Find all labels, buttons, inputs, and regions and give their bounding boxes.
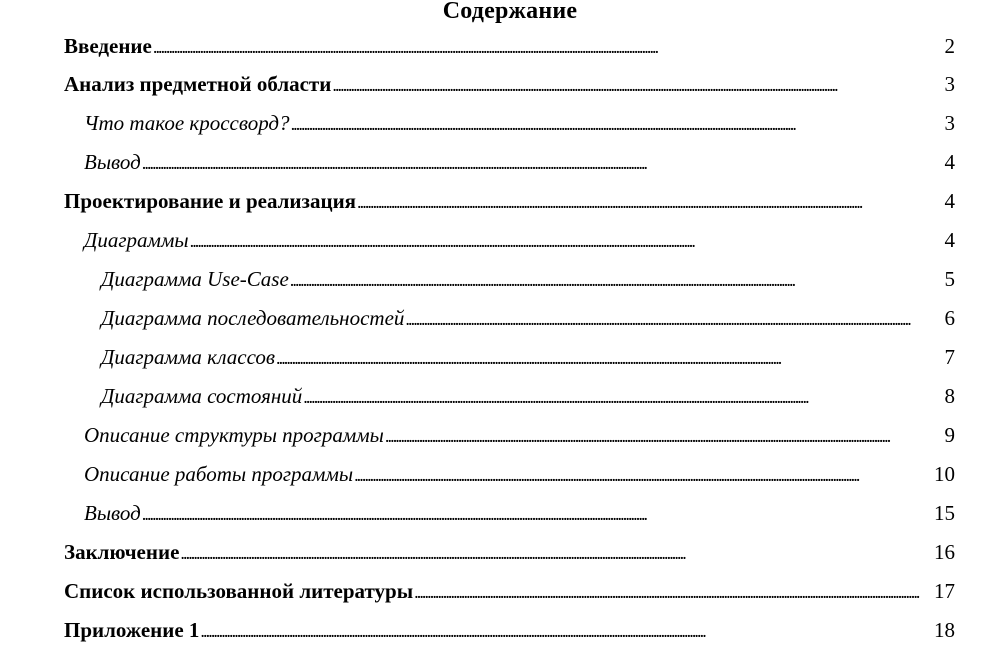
toc-entry-page: 4 (944, 228, 955, 252)
toc-entry-page: 4 (944, 150, 955, 174)
toc-entry-page: 4 (944, 189, 955, 213)
dot-leader (332, 69, 943, 101)
toc-entry-what-is-crossword[interactable] (84, 107, 955, 139)
dot-leader (385, 420, 944, 452)
toc-entry-page: 2 (944, 34, 955, 58)
toc-entry-label: Вывод (84, 150, 141, 174)
dot-leader (142, 147, 944, 179)
toc-entry-label: Диаграмма состояний (101, 384, 303, 408)
dot-leader (357, 186, 943, 218)
toc-entry-page: 7 (944, 345, 955, 369)
toc-entry-page: 5 (944, 267, 955, 291)
toc-entry-page: 16 (934, 540, 955, 564)
toc-entry-label: Приложение 1 (64, 618, 200, 642)
toc-entry-program-operation[interactable] (84, 458, 955, 490)
page-title: Содержание (442, 0, 578, 24)
dot-leader (142, 498, 933, 530)
toc-entry-page: 10 (934, 462, 955, 486)
toc-entry-label: Описание работы программы (84, 462, 354, 486)
dot-leader (290, 264, 944, 296)
dot-leader (180, 537, 933, 569)
toc-entry-page: 3 (944, 72, 955, 96)
toc-entry-domain-analysis[interactable] (64, 68, 955, 100)
dot-leader (405, 303, 943, 335)
dot-leader (276, 342, 944, 374)
dot-leader (190, 225, 944, 257)
toc-entry-use-case-diagram[interactable] (101, 263, 955, 295)
toc-entry-page: 18 (934, 618, 955, 642)
dot-leader (153, 31, 944, 63)
dot-leader (200, 615, 933, 647)
toc-entry-state-diagram[interactable] (101, 380, 955, 412)
dot-leader (291, 108, 944, 140)
toc-entry-label: Проектирование и реализация (64, 189, 357, 213)
toc-entry-page: 8 (944, 384, 955, 408)
toc-entry-class-diagram[interactable] (101, 341, 955, 373)
toc-entry-program-structure[interactable] (84, 419, 955, 451)
toc-entry-label: Диаграммы (84, 228, 189, 252)
toc-entry-label: Список использованной литературы (64, 579, 414, 603)
toc-entry-introduction[interactable] (64, 30, 955, 62)
toc-entry-label: Описание структуры программы (84, 423, 384, 447)
toc-entry-conclusion-1[interactable] (84, 146, 955, 178)
toc-entry-sequence-diagram[interactable] (101, 302, 955, 334)
toc-entry-page: 6 (944, 306, 955, 330)
toc-entry-references[interactable] (64, 575, 955, 607)
toc-entry-page: 3 (944, 111, 955, 135)
dot-leader (354, 459, 933, 491)
toc-entry-label: Вывод (84, 501, 141, 525)
dot-leader (414, 576, 933, 608)
toc-entry-design-implementation[interactable] (64, 185, 955, 217)
toc-entry-label: Диаграмма Use-Case (101, 267, 289, 291)
toc-entry-label: Введение (64, 34, 152, 58)
toc-entry-label: Что такое кроссворд? (84, 111, 290, 135)
toc-entry-label: Диаграмма классов (101, 345, 275, 369)
dot-leader (303, 381, 943, 413)
toc-entry-label: Заключение (64, 540, 180, 564)
toc-entry-appendix-1[interactable] (64, 614, 955, 646)
toc-entry-page: 15 (934, 501, 955, 525)
toc-entry-diagrams[interactable] (84, 224, 955, 256)
toc-entry-page: 17 (934, 579, 955, 603)
toc-entry-summary[interactable] (64, 536, 955, 568)
toc-entry-label: Анализ предметной области (64, 72, 332, 96)
toc-entry-conclusion-2[interactable] (84, 497, 955, 529)
toc-entry-page: 9 (944, 423, 955, 447)
toc-entry-label: Диаграмма последовательностей (101, 306, 405, 330)
